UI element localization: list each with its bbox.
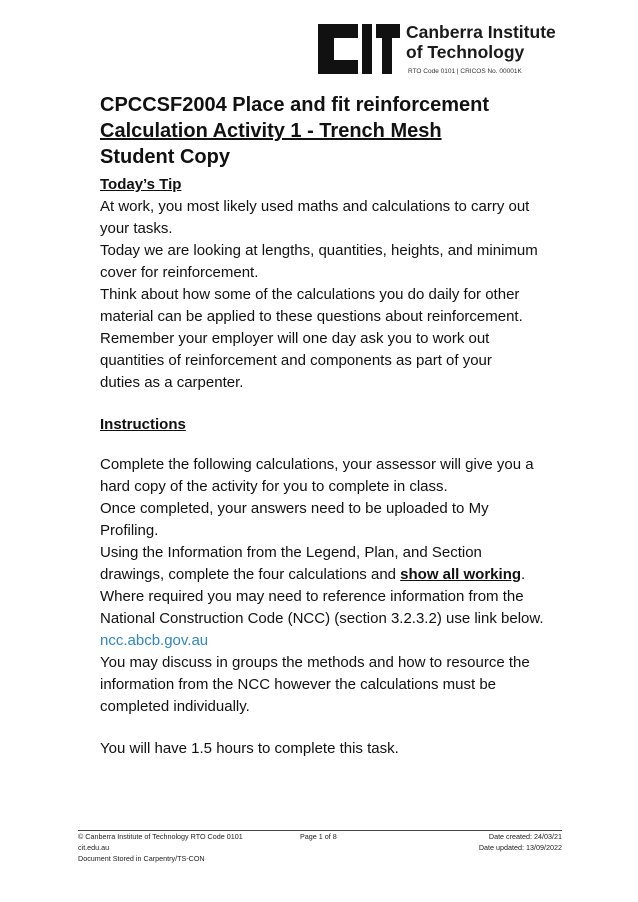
- footer-document-location: Document Stored in Carpentry/TS-CON: [78, 854, 205, 863]
- copy-type-title: Student Copy: [100, 146, 230, 168]
- tip-line: At work, you most likely used maths and calculations to carry out: [100, 198, 530, 215]
- instruction-line: Where required you may need to reference information from the: [100, 588, 524, 605]
- activity-title: Calculation Activity 1 - Trench Mesh: [100, 120, 442, 142]
- working-prefix: drawings, complete the four calculations and: [100, 566, 401, 583]
- instruction-line: completed individually.: [100, 698, 250, 715]
- page-footer: [78, 830, 562, 864]
- cit-logo-mark: [318, 24, 400, 74]
- tip-line: Remember your employer will one day ask you to work out: [100, 330, 490, 347]
- document-body: [100, 92, 570, 760]
- instruction-line: Complete the following calculations, your assessor will give you a: [100, 456, 534, 473]
- show-all-working-emphasis: show all working: [400, 566, 522, 583]
- tip-paragraph: [100, 196, 570, 394]
- unit-title: CPCCSF2004 Place and fit reinforcement: [100, 94, 490, 116]
- instruction-line: information from the NCC however the calculations must be: [100, 676, 497, 693]
- tip-line: your tasks.: [100, 220, 173, 237]
- footer-page-number: Page 1 of 8: [300, 832, 337, 841]
- instruction-line: Using the Information from the Legend, Plan, and Section: [100, 544, 482, 561]
- instructions-paragraph: [100, 454, 570, 718]
- working-suffix: .: [521, 566, 526, 583]
- tip-heading: Today’s Tip: [100, 176, 182, 193]
- instruction-line: National Construction Code (NCC) (section 3.2.3.2) use link below.: [100, 610, 544, 627]
- instruction-line: You may discuss in groups the methods and how to resource the: [100, 654, 530, 671]
- instruction-line: hard copy of the activity for you to complete in class.: [100, 478, 448, 495]
- logo-name-line2: of Technology: [406, 42, 525, 62]
- cit-logo: [318, 22, 568, 82]
- tip-line: cover for reinforcement.: [100, 264, 259, 281]
- logo-rto-code: RTO Code 0101 | CRICOS No. 00001K: [408, 68, 522, 75]
- tip-line: quantities of reinforcement and components as part of your: [100, 352, 492, 369]
- instructions-heading: Instructions: [100, 416, 186, 433]
- ncc-link[interactable]: ncc.abcb.gov.au: [100, 632, 209, 649]
- logo-institute-name: [406, 22, 556, 62]
- time-note: You will have 1.5 hours to complete this task.: [100, 740, 399, 757]
- tip-line: material can be applied to these questions about reinforcement.: [100, 308, 523, 325]
- footer-copyright: © Canberra Institute of Technology RTO Code 0101: [78, 832, 243, 841]
- logo-name-line1: Canberra Institute: [406, 22, 556, 42]
- instruction-line: Once completed, your answers need to be uploaded to My: [100, 500, 489, 517]
- footer-date-created: Date created: 24/03/21: [488, 832, 562, 841]
- tip-line: Think about how some of the calculations you do daily for other: [100, 286, 520, 303]
- instruction-line-working: [100, 564, 570, 586]
- tip-line: Today we are looking at lengths, quantities, heights, and minimum: [100, 242, 538, 259]
- tip-line: duties as a carpenter.: [100, 374, 244, 391]
- footer-date-updated: Date updated: 13/09/2022: [478, 843, 562, 852]
- footer-website: cit.edu.au: [78, 843, 110, 852]
- instruction-line: Profiling.: [100, 522, 159, 539]
